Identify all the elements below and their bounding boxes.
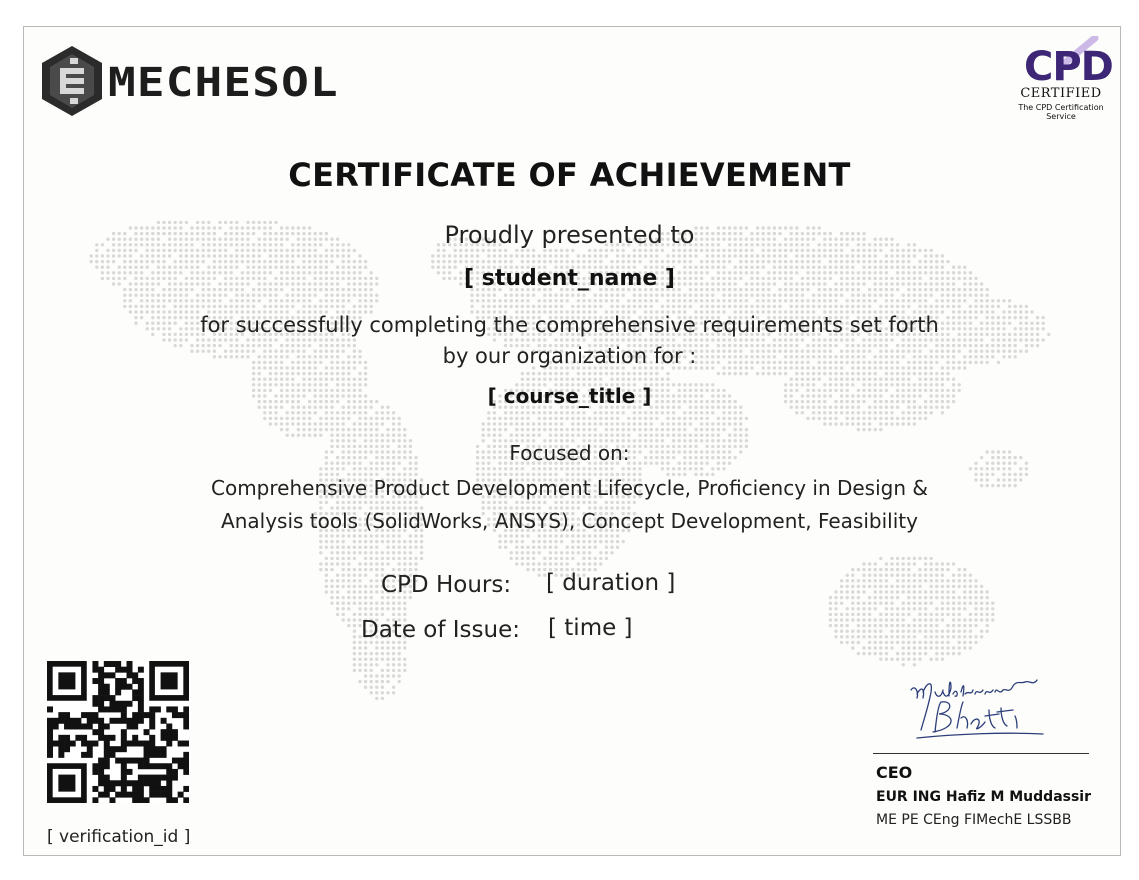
course-title: [ course_title ]	[487, 384, 652, 408]
cpd-badge-certified: CERTIFIED	[1020, 86, 1102, 101]
certificate-title: CERTIFICATE OF ACHIEVEMENT	[288, 156, 851, 194]
presented-to-text: Proudly presented to	[444, 221, 695, 249]
signatory-name: EUR ING Hafiz M Muddassir	[876, 789, 1092, 805]
logo-wordmark: MECHESOL	[108, 60, 339, 106]
requirements-line-1: for successfully completing the comprehensive requirements set forth	[200, 313, 939, 337]
ceo-signature-icon	[905, 672, 1055, 748]
topics-line-1: Comprehensive Product Development Lifecycle, Proficiency in Design &	[211, 476, 928, 500]
verification-id: [ verification_id ]	[47, 827, 191, 847]
requirements-text	[0, 310, 1139, 372]
signatory-qualifications: ME PE CEng FIMechE LSSBB	[876, 812, 1072, 828]
topics-line-2: Analysis tools (SolidWorks, ANSYS), Concept Development, Feasibility	[221, 509, 918, 533]
cpd-badge-service: The CPD Certification Service	[1018, 103, 1104, 121]
date-of-issue-value: [ time ]	[548, 615, 633, 641]
verification-qr-code	[47, 661, 189, 803]
topics-text	[0, 472, 1139, 538]
requirements-line-2: by our organization for :	[442, 344, 697, 368]
signature-line	[873, 753, 1089, 754]
focused-on-label: Focused on:	[509, 441, 630, 465]
signatory-role: CEO	[876, 763, 913, 782]
mechesol-logo-icon	[40, 44, 104, 118]
cpd-badge-main: CPD	[1024, 44, 1113, 90]
date-of-issue-label: Date of Issue:	[361, 617, 520, 643]
cpd-hours-value: [ duration ]	[546, 570, 676, 596]
cpd-hours-label: CPD Hours:	[381, 572, 512, 598]
student-name: [ student_name ]	[464, 266, 675, 291]
